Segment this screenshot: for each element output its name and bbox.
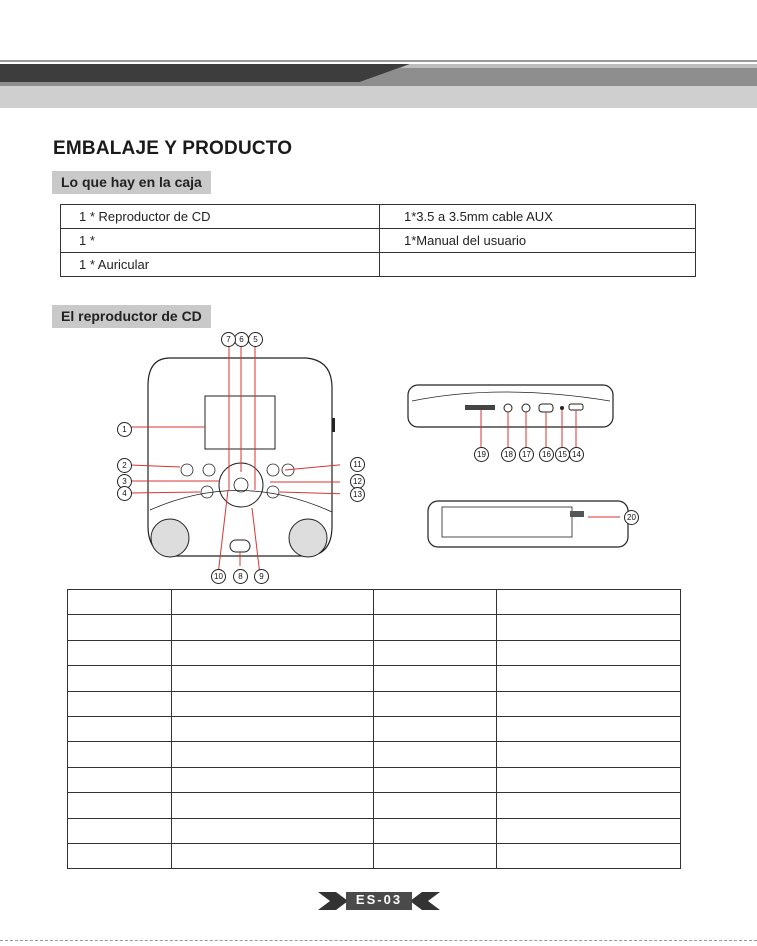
callout-18: 18 — [501, 447, 516, 462]
table-cell — [68, 691, 172, 716]
table-cell — [497, 843, 681, 868]
table-row — [68, 691, 681, 716]
box-item: 1 * — [61, 229, 380, 253]
table-cell — [68, 818, 172, 843]
callout-14: 14 — [569, 447, 584, 462]
table-cell — [68, 767, 172, 792]
callout-11: 11 — [350, 457, 365, 472]
parts-table — [67, 589, 681, 869]
table-cell — [497, 615, 681, 640]
table-cell — [68, 793, 172, 818]
table-cell — [172, 793, 374, 818]
table-row — [68, 666, 681, 691]
callout-6: 6 — [234, 332, 249, 347]
table-cell — [497, 640, 681, 665]
callout-1: 1 — [117, 422, 132, 437]
header-banner — [0, 60, 757, 112]
table-cell — [172, 666, 374, 691]
table-cell — [374, 793, 497, 818]
table-cell — [172, 767, 374, 792]
callout-17: 17 — [519, 447, 534, 462]
table-row — [61, 229, 696, 253]
table-cell — [172, 590, 374, 615]
page-number: ES-03 — [355, 892, 403, 907]
cd-player-back-illustration — [420, 495, 640, 555]
player-section-label: El reproductor de CD — [52, 305, 211, 328]
table-cell — [68, 716, 172, 741]
table-row — [61, 205, 696, 229]
table-cell — [374, 818, 497, 843]
table-cell — [497, 716, 681, 741]
callout-7: 7 — [221, 332, 236, 347]
table-cell — [497, 742, 681, 767]
box-section-label: Lo que hay en la caja — [52, 171, 211, 194]
table-cell — [68, 640, 172, 665]
box-item: 1 * Auricular — [61, 253, 380, 277]
callout-3: 3 — [117, 474, 132, 489]
table-row — [68, 818, 681, 843]
table-row — [68, 793, 681, 818]
table-row — [68, 615, 681, 640]
callout-15: 15 — [555, 447, 570, 462]
table-row — [61, 253, 696, 277]
table-cell — [172, 818, 374, 843]
table-cell — [172, 716, 374, 741]
table-cell — [172, 691, 374, 716]
callout-19: 19 — [474, 447, 489, 462]
table-cell — [68, 843, 172, 868]
table-cell — [497, 767, 681, 792]
table-row — [68, 640, 681, 665]
table-cell — [497, 793, 681, 818]
table-cell — [497, 590, 681, 615]
table-cell — [172, 843, 374, 868]
box-item: 1*3.5 a 3.5mm cable AUX — [380, 205, 696, 229]
table-cell — [374, 640, 497, 665]
table-cell — [172, 615, 374, 640]
table-row — [68, 767, 681, 792]
table-cell — [497, 818, 681, 843]
section-title: EMBALAJE Y PRODUCTO — [53, 138, 293, 159]
table-cell — [374, 843, 497, 868]
table-cell — [68, 590, 172, 615]
table-cell — [374, 590, 497, 615]
table-row — [68, 716, 681, 741]
table-cell — [68, 666, 172, 691]
callout-5: 5 — [248, 332, 263, 347]
table-cell — [172, 640, 374, 665]
table-row — [68, 843, 681, 868]
table-cell — [374, 767, 497, 792]
callout-10: 10 — [211, 569, 226, 584]
box-item: 1 * Reproductor de CD — [61, 205, 380, 229]
box-item — [380, 253, 696, 277]
callout-16: 16 — [539, 447, 554, 462]
table-cell — [374, 615, 497, 640]
table-row — [68, 590, 681, 615]
table-cell — [497, 691, 681, 716]
table-cell — [374, 691, 497, 716]
callout-8: 8 — [233, 569, 248, 584]
table-cell — [374, 742, 497, 767]
table-cell — [374, 666, 497, 691]
callout-4: 4 — [117, 486, 132, 501]
footer-divider — [0, 940, 757, 941]
table-cell — [68, 615, 172, 640]
table-cell — [172, 742, 374, 767]
callout-12: 12 — [350, 474, 365, 489]
callout-13: 13 — [350, 487, 365, 502]
cd-player-front-illustration — [110, 330, 340, 590]
table-cell — [68, 742, 172, 767]
cd-player-side-illustration — [400, 375, 630, 455]
table-cell — [374, 716, 497, 741]
box-contents-table — [60, 204, 696, 277]
box-item: 1*Manual del usuario — [380, 229, 696, 253]
callout-20: 20 — [624, 510, 639, 525]
callout-2: 2 — [117, 458, 132, 473]
table-row — [68, 742, 681, 767]
table-cell — [497, 666, 681, 691]
callout-9: 9 — [254, 569, 269, 584]
